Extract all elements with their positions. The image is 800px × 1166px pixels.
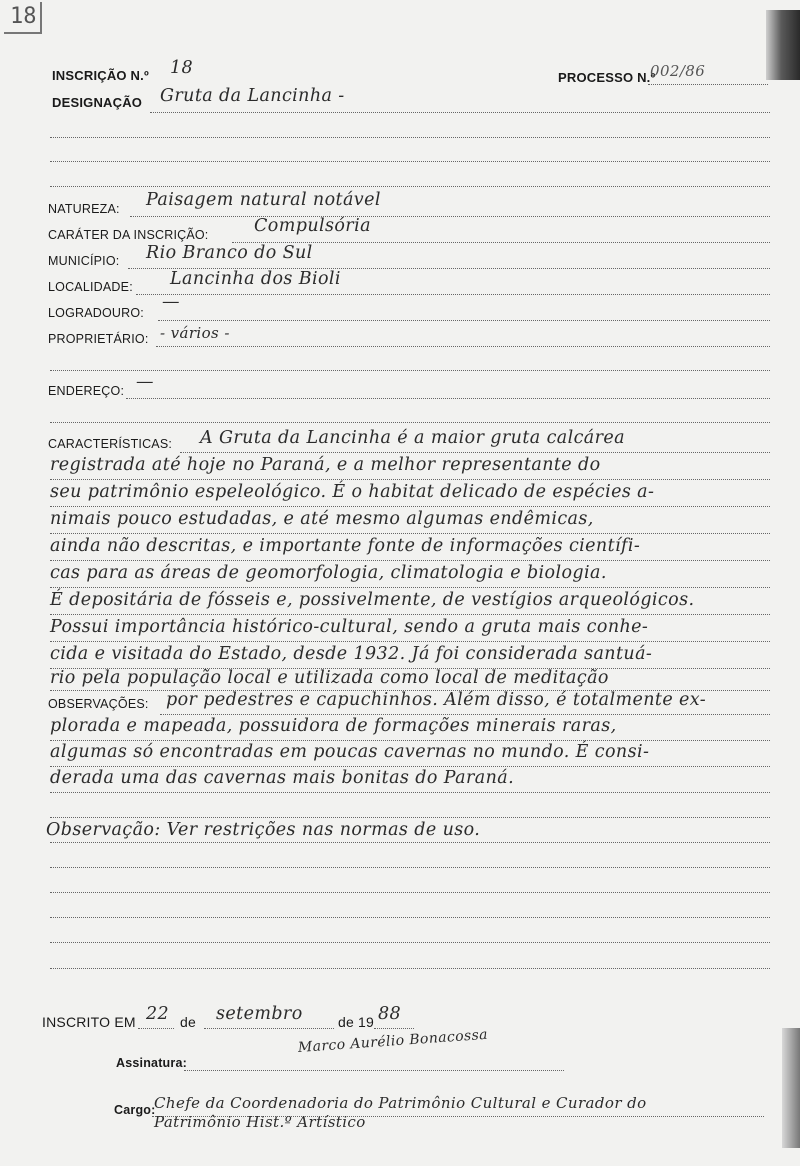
assinatura-label: Assinatura: bbox=[116, 1056, 187, 1070]
proprietario-label: PROPRIETÁRIO: bbox=[48, 332, 149, 346]
inscrito-dia: 22 bbox=[146, 1004, 170, 1024]
proprietario-line bbox=[156, 346, 770, 347]
municipio-label: MUNICÍPIO: bbox=[48, 254, 120, 268]
ruled-line bbox=[50, 892, 770, 893]
caracteristicas-line: cas para as áreas de geomorfologia, climatologia e biologia. bbox=[50, 563, 607, 583]
ruled-line bbox=[50, 641, 770, 642]
logradouro-value: — bbox=[162, 292, 180, 312]
ruled-line bbox=[50, 842, 770, 843]
localidade-label: LOCALIDADE: bbox=[48, 280, 133, 294]
ruled-line bbox=[160, 714, 770, 715]
processo-value: 002/86 bbox=[650, 62, 706, 80]
caracteristicas-line: rio pela população local e utilizada como local de meditação bbox=[50, 668, 609, 688]
ruled-line bbox=[50, 942, 770, 943]
endereco-label: ENDEREÇO: bbox=[48, 384, 125, 398]
ruled-line bbox=[50, 479, 770, 480]
observacoes-line: por pedestres e capuchinhos. Além disso, é totalmente ex- bbox=[166, 690, 707, 710]
cargo-line: Chefe da Coordenadoria do Patrimônio Cultural e Curador do bbox=[154, 1094, 647, 1112]
blank-line bbox=[50, 137, 770, 138]
ruled-line bbox=[50, 766, 770, 767]
caracteristicas-line: seu patrimônio espeleológico. É o habitat delicado de espécies a- bbox=[50, 482, 655, 502]
endereco-value: — bbox=[136, 372, 154, 392]
caracteristicas-line: A Gruta da Lancinha é a maior gruta calcárea bbox=[200, 428, 625, 448]
inscrito-ano: 88 bbox=[378, 1004, 402, 1024]
de-label: de bbox=[180, 1014, 196, 1030]
observacoes-line: plorada e mapeada, possuidora de formações minerais raras, bbox=[50, 716, 617, 736]
municipio-value: Rio Branco do Sul bbox=[146, 243, 313, 263]
ruled-line bbox=[50, 740, 770, 741]
caracteristicas-line: cida e visitada do Estado, desde 1932. Já foi considerada santuá- bbox=[50, 644, 653, 664]
ruled-line bbox=[50, 533, 770, 534]
caracteristicas-line: É depositária de fósseis e, possivelmente, de vestígios arqueológicos. bbox=[50, 590, 695, 610]
ano-line bbox=[374, 1028, 414, 1029]
ruled-line bbox=[50, 917, 770, 918]
proprietario-value: - vários - bbox=[160, 324, 230, 342]
blank-line bbox=[50, 161, 770, 162]
ruled-line bbox=[50, 792, 770, 793]
endereco-line bbox=[126, 398, 770, 399]
scan-edge-shadow bbox=[782, 1028, 800, 1148]
processo-line bbox=[648, 84, 768, 85]
scan-corner-shadow bbox=[766, 10, 800, 80]
caracteristicas-line: nimais pouco estudadas, e até mesmo algumas endêmicas, bbox=[50, 509, 594, 529]
ruled-line bbox=[50, 587, 770, 588]
cargo-label: Cargo: bbox=[114, 1103, 156, 1117]
caracteristicas-line: registrada até hoje no Paraná, e a melhor representante do bbox=[50, 455, 601, 475]
localidade-line bbox=[136, 294, 770, 295]
inscricao-label: INSCRIÇÃO N.º bbox=[52, 68, 149, 83]
localidade-value: Lancinha dos Bioli bbox=[170, 269, 341, 289]
observacoes-line: derada uma das cavernas mais bonitas do Paraná. bbox=[50, 768, 515, 788]
ruled-line bbox=[50, 506, 770, 507]
dia-line bbox=[138, 1028, 174, 1029]
inscricao-value: 18 bbox=[170, 58, 194, 78]
carater-label: CARÁTER DA INSCRIÇÃO: bbox=[48, 228, 209, 242]
observacoes-label: OBSERVAÇÕES: bbox=[48, 697, 149, 711]
inscrito-mes: setembro bbox=[216, 1004, 303, 1024]
blank-line bbox=[50, 422, 770, 423]
caracteristicas-line: Possui importância histórico-cultural, sendo a gruta mais conhe- bbox=[50, 617, 649, 637]
ruled-line bbox=[50, 867, 770, 868]
ruled-line bbox=[50, 817, 770, 818]
logradouro-line bbox=[158, 320, 770, 321]
natureza-line bbox=[130, 216, 770, 217]
blank-line bbox=[50, 370, 770, 371]
designacao-label: DESIGNAÇÃO bbox=[52, 95, 143, 110]
designacao-value: Gruta da Lancinha - bbox=[160, 86, 345, 106]
inscrito-label: INSCRITO EM bbox=[42, 1014, 136, 1030]
assinatura-line bbox=[184, 1070, 564, 1071]
caracteristicas-line: ainda não descritas, e importante fonte de informações científi- bbox=[50, 536, 641, 556]
natureza-value: Paisagem natural notável bbox=[146, 190, 381, 210]
ruled-line bbox=[50, 560, 770, 561]
processo-label: PROCESSO N.º bbox=[558, 70, 656, 85]
observacao-note: Observação: Ver restrições nas normas de uso. bbox=[46, 820, 481, 840]
natureza-label: NATUREZA: bbox=[48, 202, 120, 216]
caracteristicas-label: CARACTERÍSTICAS: bbox=[48, 437, 173, 451]
blank-line bbox=[50, 186, 770, 187]
ruled-line bbox=[180, 452, 770, 453]
ruled-line bbox=[50, 968, 770, 969]
assinatura-signature: Marco Aurélio Bonacossa bbox=[297, 1026, 489, 1056]
carater-value: Compulsória bbox=[254, 216, 371, 236]
designacao-line bbox=[150, 112, 770, 113]
page-number: 18 bbox=[4, 2, 42, 34]
ruled-line bbox=[50, 614, 770, 615]
observacoes-line: algumas só encontradas em poucas cavernas no mundo. É consi- bbox=[50, 742, 650, 762]
de-19-label: de 19 bbox=[338, 1014, 375, 1030]
mes-line bbox=[204, 1028, 334, 1029]
logradouro-label: LOGRADOURO: bbox=[48, 306, 144, 320]
cargo-line: Patrimônio Hist.º Artístico bbox=[154, 1113, 366, 1131]
